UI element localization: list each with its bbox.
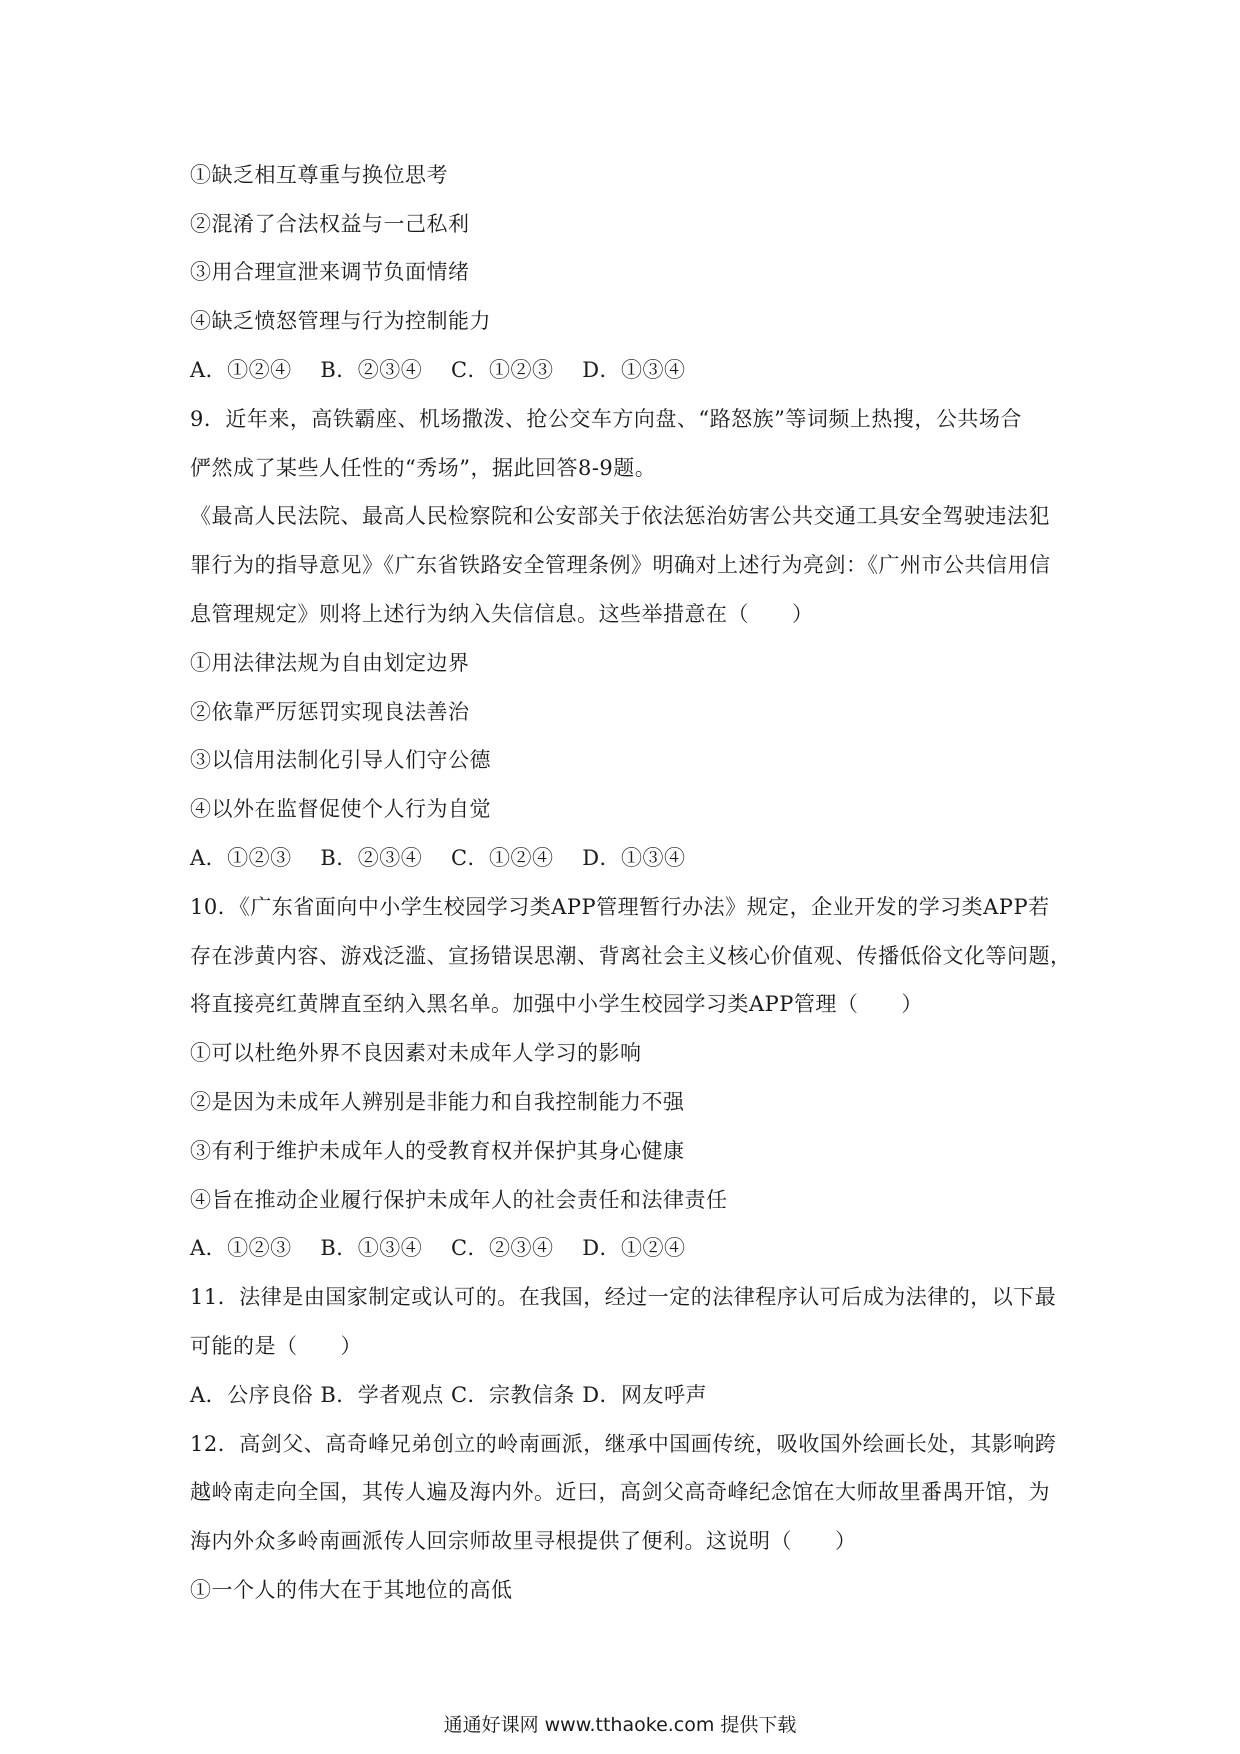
question-10: 10．《广东省面向中小学生校园学习类APP管理暂行办法》规定，企业开发的学习类APP若: [190, 895, 1050, 919]
text-line: 存在涉黄内容、游戏泛滥、宣扬错误思潮、背离社会主义核心价值观、传播低俗文化等问题，: [190, 944, 1072, 968]
question-12: 12．高剑父、高奇峰兄弟创立的岭南画派，继承中国画传统，吸收国外绘画长处，其影响跨: [190, 1432, 1057, 1456]
text-line: ③以信用法制化引导人们守公德: [190, 748, 491, 772]
answer-options: A．①②③ B．②③④ C．①②④ D．①③④: [190, 846, 686, 870]
text-line: ②混淆了合法权益与一己私利: [190, 212, 470, 236]
text-line: ①可以杜绝外界不良因素对未成年人学习的影响: [190, 1041, 642, 1065]
question-9: 9．近年来，高铁霸座、机场撒泼、抢公交车方向盘、“路怒族”等词频上热搜，公共场合: [190, 407, 1022, 431]
answer-options: A．公序良俗 B．学者观点 C．宗教信条 D．网友呼声: [190, 1383, 708, 1407]
page-footer: 通通好课网 www.tthaoke.com 提供下载: [443, 1714, 797, 1736]
text-line: 海内外众多岭南画派传人回宗师故里寻根提供了便利。这说明（ ）: [190, 1529, 857, 1553]
text-line: ②依靠严厉惩罚实现良法善治: [190, 700, 470, 724]
text-line: 罪行为的指导意见》《广东省铁路安全管理条例》明确对上述行为亮剑：《广州市公共信用信: [190, 553, 1051, 577]
answer-options: A．①②④ B．②③④ C．①②③ D．①③④: [190, 358, 686, 382]
text-line: ②是因为未成年人辨别是非能力和自我控制能力不强: [190, 1090, 685, 1114]
text-line: 息管理规定》则将上述行为纳入失信信息。这些举措意在（ ）: [190, 602, 814, 626]
text-line: ④旨在推动企业履行保护未成年人的社会责任和法律责任: [190, 1188, 728, 1212]
text-line: 越岭南走向全国，其传人遍及海内外。近曰，高剑父高奇峰纪念馆在大师故里番禺开馆，为: [190, 1480, 1050, 1504]
text-line: ④缺乏愤怒管理与行为控制能力: [190, 309, 491, 333]
text-line: ③用合理宣泄来调节负面情绪: [190, 260, 470, 284]
text-line: ①缺乏相互尊重与换位思考: [190, 163, 448, 187]
text-line: ④以外在监督促使个人行为自觉: [190, 797, 491, 821]
text-line: 将直接亮红黄牌直至纳入黑名单。加强中小学生校园学习类APP管理（ ）: [190, 992, 923, 1016]
text-line: 《最高人民法院、最高人民检察院和公安部关于依法惩治妨害公共交通工具安全驾驶违法犯: [190, 504, 1050, 528]
text-line: 可能的是（ ）: [190, 1334, 362, 1358]
question-11: 11．法律是由国家制定或认可的。在我国，经过一定的法律程序认可后成为法律的，以下最: [190, 1285, 1057, 1309]
text-line: 俨然成了某些人任性的“秀场”，据此回答8-9题。: [190, 456, 657, 480]
text-line: ①用法律法规为自由划定边界: [190, 651, 470, 675]
answer-options: A．①②③ B．①③④ C．②③④ D．①②④: [190, 1236, 686, 1260]
text-line: ③有利于维护未成年人的受教育权并保护其身心健康: [190, 1139, 685, 1163]
text-line: ①一个人的伟大在于其地位的高低: [190, 1578, 513, 1602]
